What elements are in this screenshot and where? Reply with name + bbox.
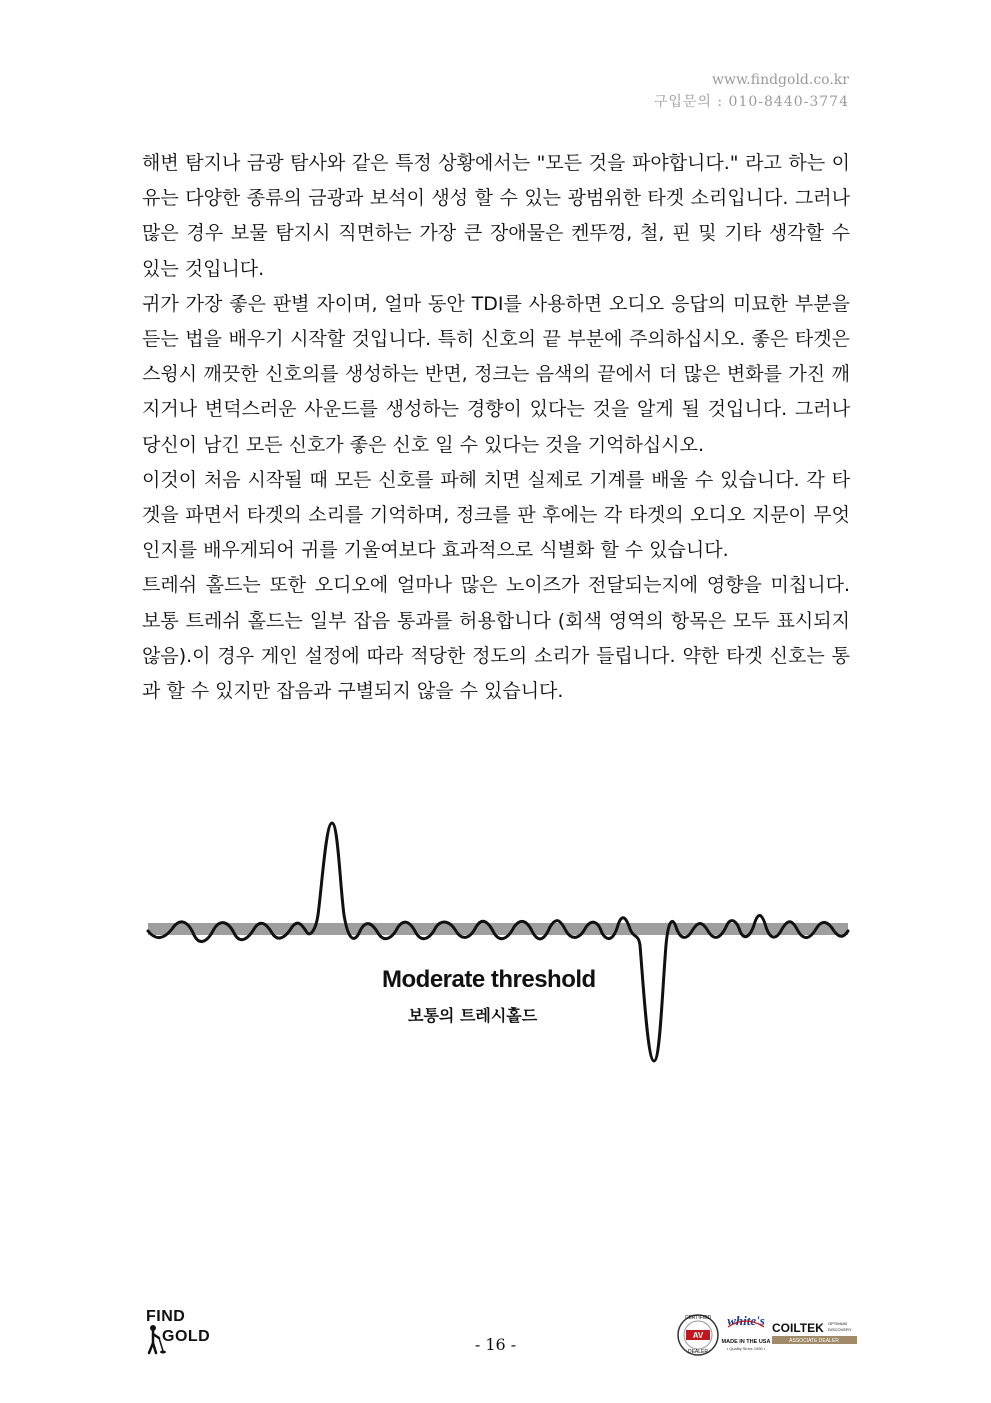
figure-title: Moderate threshold (382, 966, 596, 993)
svg-text:DEALER: DEALER (687, 1349, 709, 1355)
threshold-signal-figure (140, 815, 855, 1075)
paragraph-4: 트레쉬 홀드는 또한 오디오에 얼마나 많은 노이즈가 전달되는지에 영향을 미칩니다. 보통 트레쉬 홀드는 일부 잡음 통과를 허용합니다 (회색 영역의 항목은 모두 표시되지 않음).이 경우 게인 설정에 따라 적당한 정도의 소리가 들립니다. 약한 타겟 신호는 통과 할 수 있지만 잡음과 구별되지 않을 수 있습니다. (142, 574, 850, 703)
dealer-badges-icon (676, 1305, 861, 1365)
paragraph-1: 해변 탐지나 금광 탐사와 같은 특정 상황에서는 "모든 것을 파야합니다." 라고 하는 이유는 다양한 종류의 금광과 보석이 생성 할 수 있는 광범위한 타겟 소리입니다. 그러나 많은 경우 보물 탐지시 직면하는 가장 큰 장애물은 켄뚜껑, 철, 핀 및 기타 생각할 수 있는 것입니다. (142, 152, 850, 280)
svg-text:ASSOCIATE DEALER: ASSOCIATE DEALER (789, 1338, 839, 1344)
svg-text:OPTIMUM: OPTIMUM (828, 1321, 847, 1326)
svg-text:DISCOVERY: DISCOVERY (828, 1327, 852, 1332)
svg-text:AV: AV (692, 1331, 704, 1340)
svg-text:• Quality Since 1950 •: • Quality Since 1950 • (726, 1346, 766, 1351)
logo-line-gold: GOLD (162, 1328, 211, 1345)
page-number: - 16 - (474, 1335, 517, 1354)
svg-text:COILTEK: COILTEK (772, 1321, 824, 1335)
paragraph-3: 이것이 처음 시작될 때 모든 신호를 파헤 치면 실제로 기계를 배울 수 있습니다. 각 타겟을 파면서 타겟의 소리를 기억하며, 정크를 판 후에는 각 타겟의 오디오 지문이 무엇인지를 배우게되어 귀를 기울여보다 효과적으로 식별화 할 수 있습니다. (142, 468, 850, 562)
svg-text:CERTIFIED: CERTIFIED (684, 1315, 712, 1321)
svg-text:white's: white's (727, 1313, 765, 1328)
logo-line-find: FIND (146, 1308, 186, 1325)
header-url: www.findgold.co.kr (712, 72, 849, 88)
header-phone: 구입문의 : 010-8440-3774 (653, 94, 849, 110)
body-text (142, 146, 850, 709)
paragraph-2: 귀가 가장 좋은 판별 자이며, 얼마 동안 TDI를 사용하면 오디오 응답의 미묘한 부분을 듣는 법을 배우기 시작할 것입니다. 특히 신호의 끝 부분에 주의하십시오. 좋은 타겟은 스윙시 깨끗한 신호의를 생성하는 반면, 정크는 음색의 끝에서 더 많은 변화를 가진 깨지거나 변덕스러운 사운드를 생성하는 경향이 있다는 것을 알게 될 것입니다. 그러나 당신이 남긴 모든 신호가 좋은 신호 일 수 있다는 것을 기억하십시오. (142, 292, 850, 456)
figure-subtitle: 보통의 트레시홀드 (408, 1006, 538, 1025)
svg-text:MADE IN THE USA: MADE IN THE USA (721, 1339, 771, 1345)
